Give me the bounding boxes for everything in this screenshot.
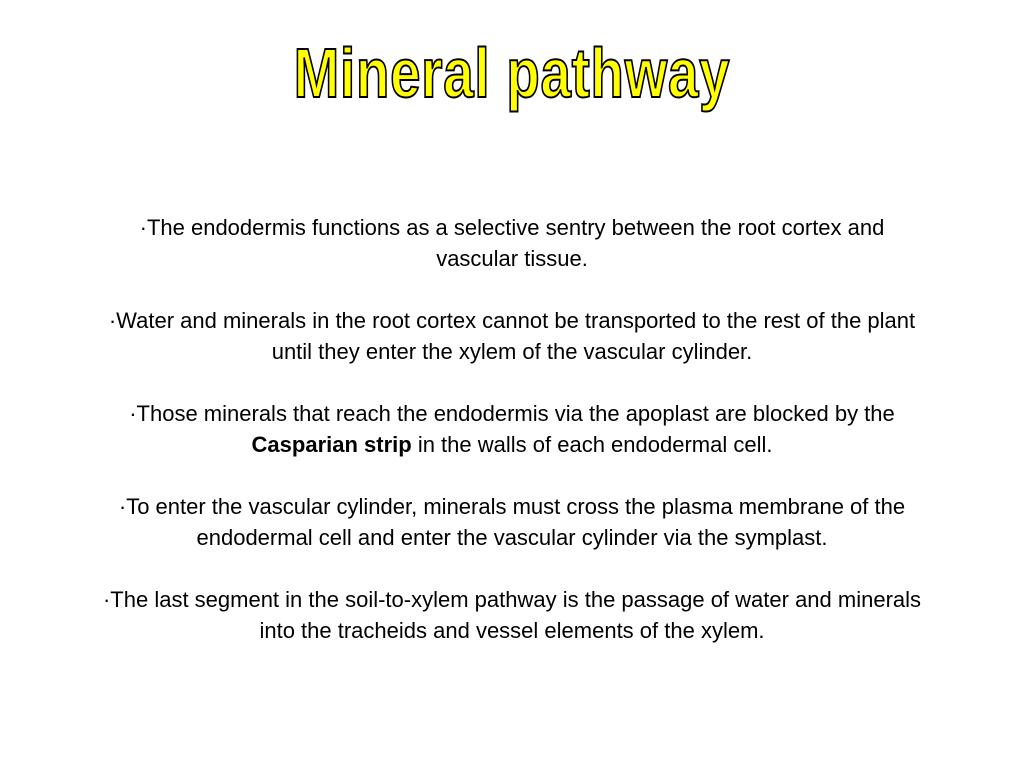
paragraph-last-segment [100, 584, 924, 646]
bullet: · [102, 587, 111, 612]
paragraph-symplast [100, 491, 924, 553]
bullet: · [139, 215, 147, 240]
paragraph-text: The last segment in the soil-to-xylem pathway is the passage of water and minerals into the tracheids and vessel elements of the xylem. [110, 587, 922, 643]
paragraph-text: The endodermis functions as a selective sentry between the root cortex and vascular tissue. [146, 215, 885, 271]
paragraph-text-before: Those minerals that reach the endodermis via the apoplast are blocked by the [136, 401, 895, 426]
paragraph-apoplast [100, 398, 924, 460]
bullet: · [108, 308, 117, 333]
slide-body [100, 212, 924, 646]
paragraph-endodermis [100, 212, 924, 274]
bullet: · [118, 494, 127, 519]
slide-title: Mineral pathway [293, 34, 731, 112]
paragraph-text: To enter the vascular cylinder, minerals must cross the plasma membrane of the endodermal cell and enter the vascular cylinder via the symplast. [126, 494, 906, 550]
paragraph-text: Water and minerals in the root cortex cannot be transported to the rest of the plant until they enter the xylem of the vascular cylinder. [116, 308, 916, 364]
casparian-strip-term: Casparian strip [251, 432, 412, 457]
paragraph-water-minerals [100, 305, 924, 367]
paragraph-text-after: in the walls of each endodermal cell. [411, 432, 773, 457]
bullet: · [129, 401, 137, 426]
